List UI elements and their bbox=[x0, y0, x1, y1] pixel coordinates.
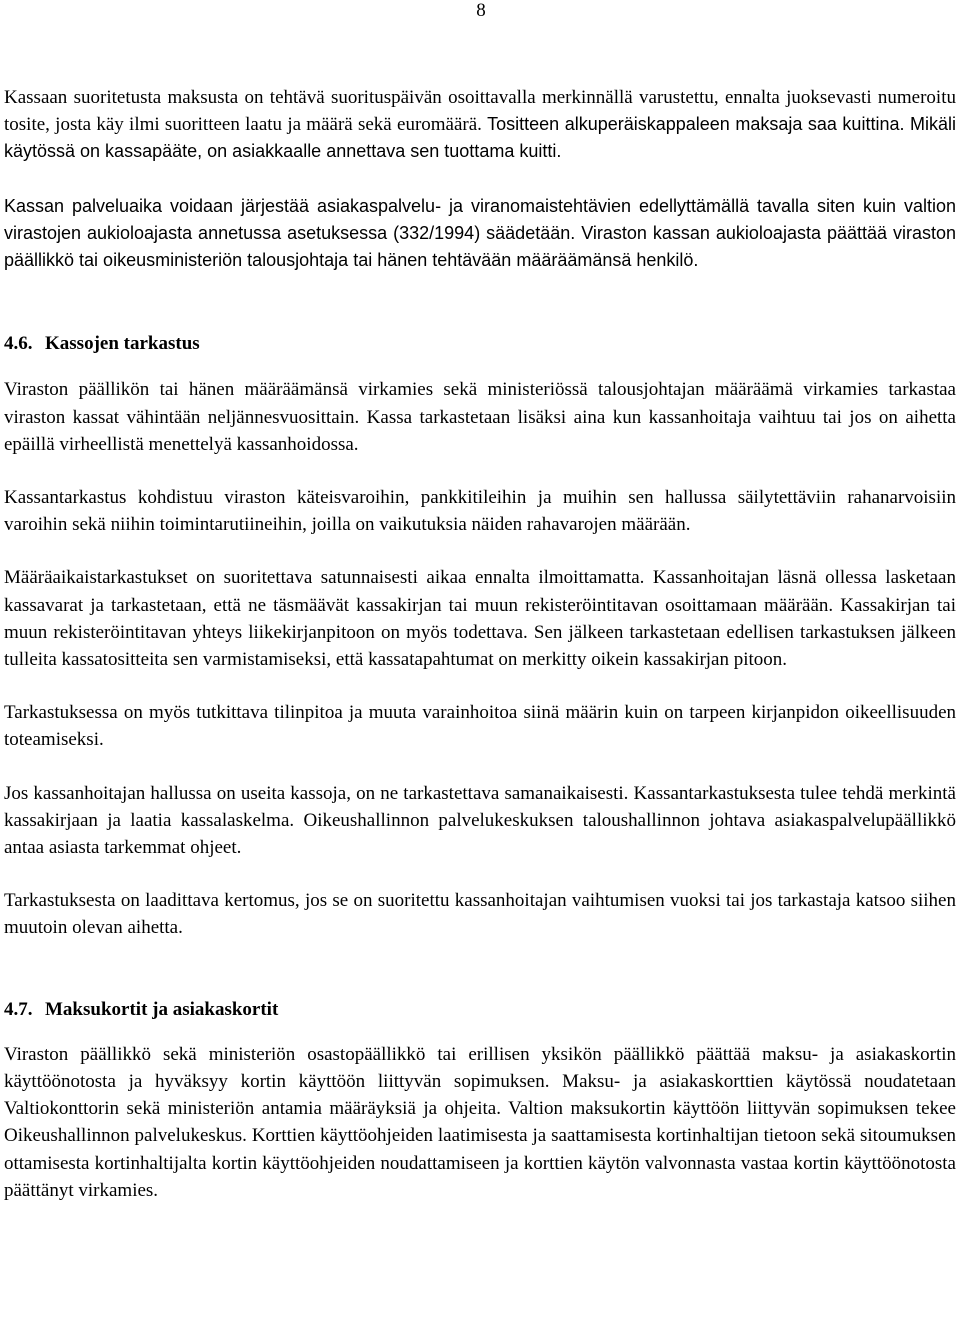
paragraph-periodic-inspections: Määräaikaistarkastukset on suoritettava satunnaisesti aikaa ennalta ilmoittamatta. Kassanhoitajan läsnä ollessa lasketaan kassavarat ja tarkastetaan, että ne täsmäävät kassakirjan tai muun rekisteröintitavan osoittamaan määrään. Kassakirjan tai muun rekisteröintitavan yhteys liikekirjanpitoon on myös todettava. Sen jälkeen tarkastetaan edellisen tarkastuksen jälkeen tulleita kassatositteita sen varmistamiseksi, että kassatapahtumat on merkitty oikein kassakirjan pitoon. bbox=[4, 567, 956, 671]
section-number: 4.6. bbox=[4, 333, 33, 355]
section-number: 4.7. bbox=[4, 998, 33, 1020]
page-number: 8 bbox=[476, 0, 486, 21]
paragraph-inspection-report: Tarkastuksesta on laadittava kertomus, jos se on suoritettu kassanhoitajan vaihtumisen vuoksi tai jos tarkastaja katsoo siihen muutoin olevan aihetta. bbox=[4, 890, 956, 939]
paragraph-inspection-scope: Kassantarkastus kohdistuu viraston käteisvaroihin, pankkitileihin ja muihin sen hallussa säilytettäviin rahanarvoisiin varoihin sekä niihin toimintarutiineihin, joilla on vaikutuksia näiden rahavarojen määrään. bbox=[4, 487, 956, 536]
paragraph-payment-cards: Viraston päällikkö sekä ministeriön osastopäällikkö tai erillisen yksikön päällikkö päättää maksu- ja asiakaskortin käyttöönotosta ja hyväksyy kortin käyttöön liittyvän sopimuksen. Maksu- ja asiakaskorttien käytössä noudatetaan Valtiokonttorin sekä ministeriön antamia määräyksiä ja ohjeita. Valtion maksukortin käyttöön liittyvän sopimuksen tekee Oikeushallinnon palvelukeskus. Korttien käyttöohjeiden laatimisesta ja saattamisesta kortinhaltijan tietoon sekä sitoumuksen ottamisesta kortinhaltijalta kortin käyttöohjeiden noudattamiseen ja korttien käytön valvonnasta vastaa kortin käyttöönotosta päättänyt virkamies. bbox=[4, 1043, 956, 1201]
paragraph-receipt bbox=[4, 84, 956, 166]
paragraph-inspection-schedule: Viraston päällikön tai hänen määräämänsä virkamies sekä ministeriössä talousjohtajan määräämä virkamies tarkastaa viraston kassat vähintään neljännesvuosittain. Kassa tarkastetaan lisäksi aina kun kassanhoitaja vaihtuu tai jos on aihetta epäillä virheellistä menettelyä kassanhoidossa. bbox=[4, 379, 956, 455]
section-heading-4-6 bbox=[4, 330, 956, 357]
paragraph-service-hours: Kassan palveluaika voidaan järjestää asiakaspalvelu- ja viranomaistehtävien edellyttämällä tavalla siten kuin valtion virastojen aukioloajasta annetussa asetuksessa (332/1994) säädetään. Viraston kassan aukioloajasta päättää viraston päällikkö tai oikeusministeriön talousjohtaja tai hänen tehtävään määräämänsä henkilö. bbox=[4, 195, 956, 271]
paragraph-accounting-check: Tarkastuksessa on myös tutkittava tilinpitoa ja muuta varainhoitoa siinä määrin kuin on tarpeen kirjanpidon oikeellisuuden toteamiseksi. bbox=[4, 702, 956, 751]
section-title: Kassojen tarkastus bbox=[45, 333, 200, 355]
document-body bbox=[4, 84, 956, 1204]
paragraph-receipt-serif-text: Kassaan suoritetusta maksusta on tehtävä suorituspäivän osoittavalla merkinnällä varustettu, ennalta juoksevasti numeroitu tosite, josta käy ilmi suoritteen laatu ja määrä sekä euromäärä. bbox=[4, 87, 956, 136]
section-heading-4-7 bbox=[4, 996, 956, 1023]
section-title: Maksukortit ja asiakaskortit bbox=[45, 998, 279, 1020]
paragraph-receipt-sans-text: Tositteen alkuperäiskappaleen maksaja saa kuittina. Mikäli käytössä on kassapääte, on asiakkaalle annettava sen tuottama kuitti. bbox=[4, 114, 956, 162]
paragraph-multiple-cash-boxes: Jos kassanhoitajan hallussa on useita kassoja, on ne tarkastettava samanaikaisesti. Kassantarkastuksesta tulee tehdä merkintä kassakirjaan ja laatia kassalaskelma. Oikeushallinnon palvelukeskuksen taloushallinnon johtava asiakaspalvelupäällikkö antaa asiasta tarkemmat ohjeet. bbox=[4, 782, 956, 859]
